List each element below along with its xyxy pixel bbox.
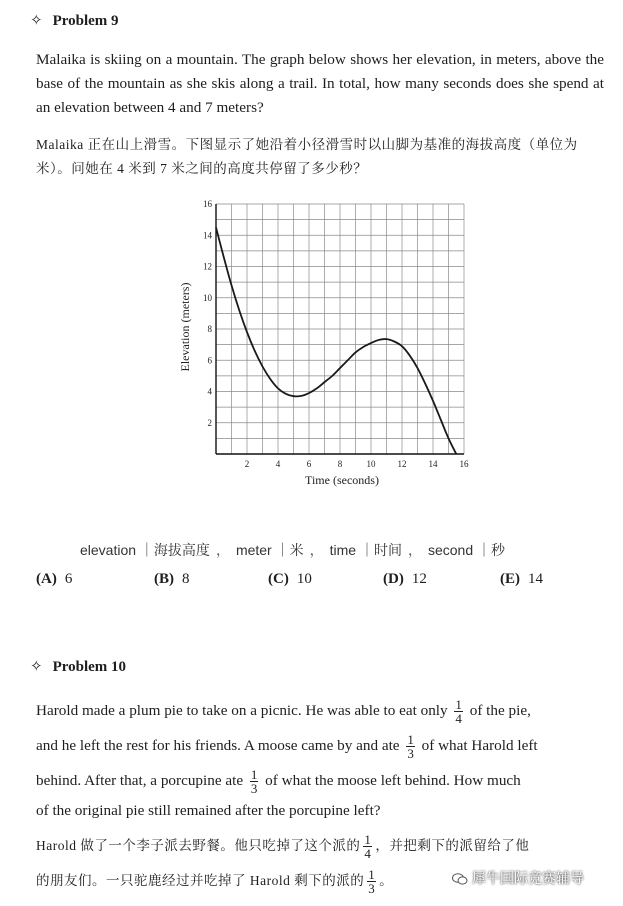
wechat-icon	[452, 873, 468, 885]
x-tick-label: 16	[459, 459, 469, 469]
chart-ticks	[203, 199, 469, 469]
fraction: $\frac{1}{4}$	[364, 832, 372, 862]
y-tick-label: 12	[203, 261, 212, 272]
question-line: Harold made a plum pie to take on a picnic. He was able to eat only $\frac{1}{4}$ of the pie,	[36, 697, 531, 727]
choice-d[interactable]: (D) 12	[383, 571, 427, 587]
x-tick-label: 14	[428, 459, 438, 469]
problem-10-question-en	[36, 693, 606, 824]
y-tick-label: 10	[203, 292, 212, 303]
vocab-item: second ｜秒	[427, 542, 506, 558]
watermark: 犀牛国际竞赛辅导	[452, 868, 584, 888]
vocabulary-line: elevation ｜海拔高度 ， meter ｜米 ， time ｜时间 ， second ｜秒	[80, 542, 506, 558]
choice-b[interactable]: (B) 8	[154, 571, 190, 587]
y-tick-label: 4	[207, 386, 212, 397]
x-tick-label: 8	[337, 459, 343, 469]
y-tick-label: 2	[207, 417, 212, 428]
question-line-cn: 的朋友们。一只驼鹿经过并吃掉了 Harold 剩下的派的 $\frac{1}{3}$ 。	[36, 867, 394, 897]
vocab-item: meter ｜米	[235, 542, 304, 558]
y-tick-label: 8	[207, 324, 212, 334]
fraction: $\frac{1}{4}$	[455, 697, 462, 727]
choice-a[interactable]: (A) 6	[36, 571, 73, 587]
question-line: and he left the rest for his friends. A moose came by and ate $\frac{1}{3}$ of what Harold left	[36, 732, 538, 762]
elevation-chart	[0, 190, 623, 490]
diamond-icon: ✧	[30, 659, 43, 675]
problem-9-title: Problem 9	[52, 13, 119, 29]
y-axis-label: Elevation (meters)	[178, 282, 192, 372]
fraction: $\frac{1}{3}$	[407, 732, 414, 762]
question-line-cn: Harold 做了一个李子派去野餐。他只吃掉了这个派的 $\frac{1}{4}$ ，并把剩下的派留给了他	[36, 832, 530, 862]
choice-e[interactable]: (E) 14	[500, 571, 543, 587]
x-axis-label: Time (seconds)	[305, 473, 379, 487]
problem-9-question-cn: Malaika 正在山上滑雪。下图显示了她沿着小径滑雪时以山脚为基准的海拔高度（单位为米）。问她在 4 米到 7 米之间的高度共停留了多少秒？	[36, 137, 578, 176]
y-tick-label: 14	[203, 230, 212, 241]
elevation-curve	[216, 227, 456, 454]
problem-9-heading	[30, 11, 119, 30]
problem-10-title: Problem 10	[52, 659, 127, 675]
x-tick-label: 4	[275, 459, 281, 469]
diamond-icon: ✧	[30, 13, 43, 29]
chart-grid	[216, 204, 464, 454]
question-line: of the original pie still remained after the porcupine left?	[36, 802, 381, 819]
x-tick-label: 10	[366, 459, 376, 469]
x-tick-label: 12	[397, 459, 407, 469]
x-tick-label: 2	[244, 459, 250, 469]
y-tick-label: 6	[207, 355, 212, 366]
problem-10-heading	[30, 657, 126, 676]
x-tick-label: 6	[306, 459, 312, 469]
problem-9-question-en: Malaika is skiing on a mountain. The graph below shows her elevation, in meters, above the base of the mountain as she skis along a trail. In total, how many seconds does she spend at an elevation between 4 and 7 meters?	[36, 51, 604, 116]
vocab-item: time ｜时间	[329, 542, 402, 558]
y-tick-label: 16	[203, 199, 212, 209]
fraction: $\frac{1}{3}$	[250, 767, 258, 797]
fraction: $\frac{1}{3}$	[368, 867, 376, 897]
choice-c[interactable]: (C) 10	[268, 571, 312, 587]
vocab-item: elevation ｜海拔高度	[80, 542, 210, 558]
question-line: behind. After that, a porcupine ate $\frac{1}{3}$ of what the moose left behind. How much	[36, 767, 521, 797]
